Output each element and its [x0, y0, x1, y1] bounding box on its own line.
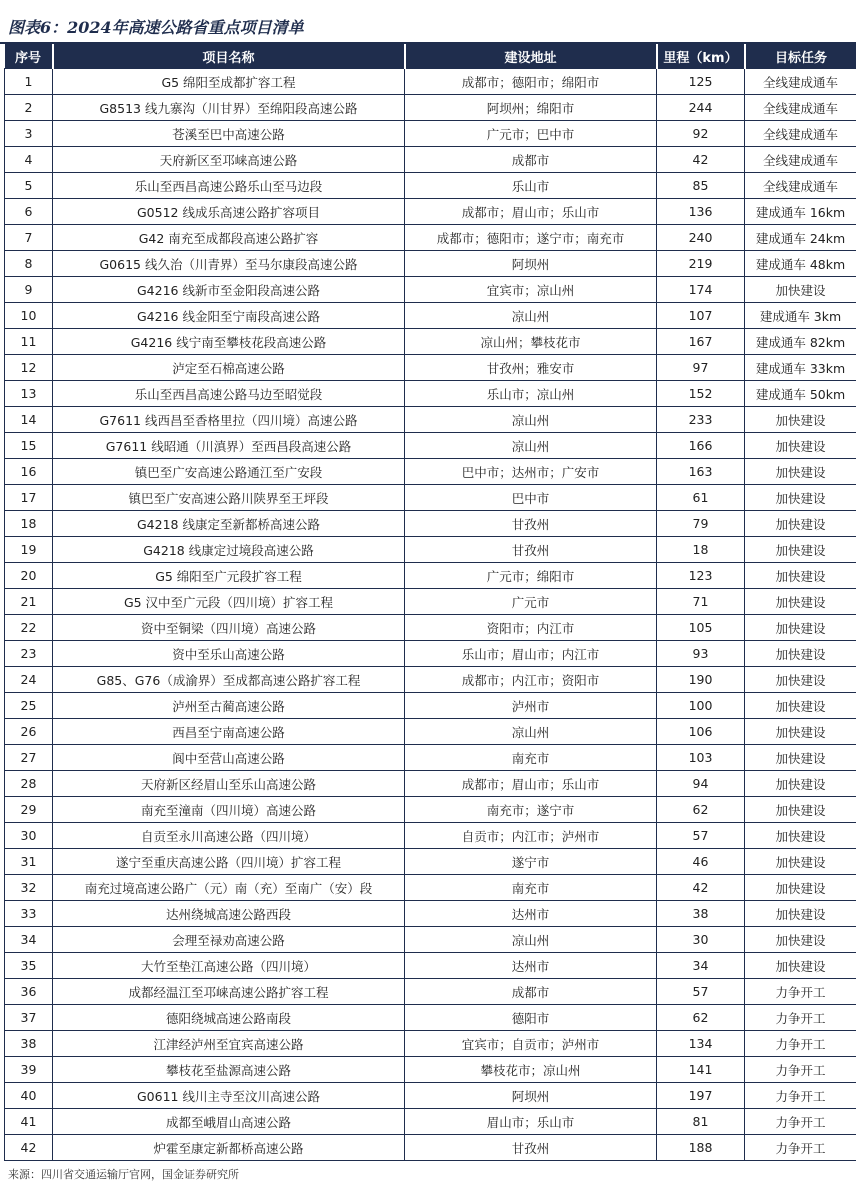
table-row	[5, 641, 856, 667]
cell-mileage: 174	[657, 277, 745, 303]
cell-index: 28	[5, 771, 53, 797]
cell-index: 20	[5, 563, 53, 589]
cell-index: 15	[5, 433, 53, 459]
table-row	[5, 1109, 856, 1135]
cell-location: 达州市	[405, 901, 657, 927]
cell-index: 22	[5, 615, 53, 641]
cell-location: 成都市	[405, 979, 657, 1005]
table-row	[5, 589, 856, 615]
table-row	[5, 979, 856, 1005]
cell-mileage: 106	[657, 719, 745, 745]
cell-project-name: 阆中至营山高速公路	[53, 745, 405, 771]
table-row	[5, 277, 856, 303]
cell-index: 29	[5, 797, 53, 823]
cell-project-name: G7611 线昭通（川滇界）至西昌段高速公路	[53, 433, 405, 459]
cell-index: 33	[5, 901, 53, 927]
cell-index: 23	[5, 641, 53, 667]
cell-target-task: 建成通车 33km	[745, 355, 856, 381]
cell-project-name: 乐山至西昌高速公路马边至昭觉段	[53, 381, 405, 407]
table-row	[5, 1031, 856, 1057]
cell-mileage: 219	[657, 251, 745, 277]
cell-location: 资阳市；内江市	[405, 615, 657, 641]
cell-location: 凉山州	[405, 303, 657, 329]
cell-index: 27	[5, 745, 53, 771]
cell-project-name: G4216 线金阳至宁南段高速公路	[53, 303, 405, 329]
table-row	[5, 251, 856, 277]
table-row	[5, 1083, 856, 1109]
cell-index: 37	[5, 1005, 53, 1031]
table-row	[5, 901, 856, 927]
cell-project-name: 成都经温江至邛崃高速公路扩容工程	[53, 979, 405, 1005]
cell-mileage: 233	[657, 407, 745, 433]
cell-index: 31	[5, 849, 53, 875]
table-row	[5, 355, 856, 381]
cell-index: 7	[5, 225, 53, 251]
cell-project-name: 南充至潼南（四川境）高速公路	[53, 797, 405, 823]
table-row	[5, 303, 856, 329]
table-row	[5, 147, 856, 173]
cell-project-name: 资中至铜梁（四川境）高速公路	[53, 615, 405, 641]
cell-mileage: 166	[657, 433, 745, 459]
cell-location: 凉山州	[405, 927, 657, 953]
cell-mileage: 136	[657, 199, 745, 225]
cell-target-task: 加快建设	[745, 875, 856, 901]
projects-table	[4, 44, 856, 1161]
cell-location: 成都市；内江市；资阳市	[405, 667, 657, 693]
cell-target-task: 全线建成通车	[745, 147, 856, 173]
table-row	[5, 875, 856, 901]
cell-project-name: 遂宁至重庆高速公路（四川境）扩容工程	[53, 849, 405, 875]
table-row	[5, 537, 856, 563]
cell-mileage: 92	[657, 121, 745, 147]
cell-location: 广元市；巴中市	[405, 121, 657, 147]
cell-index: 42	[5, 1135, 53, 1161]
cell-project-name: 西昌至宁南高速公路	[53, 719, 405, 745]
table-row	[5, 953, 856, 979]
cell-target-task: 力争开工	[745, 1031, 856, 1057]
table-row	[5, 173, 856, 199]
cell-location: 德阳市	[405, 1005, 657, 1031]
cell-index: 14	[5, 407, 53, 433]
cell-project-name: 攀枝花至盐源高速公路	[53, 1057, 405, 1083]
cell-mileage: 57	[657, 979, 745, 1005]
cell-project-name: G5 绵阳至成都扩容工程	[53, 69, 405, 95]
cell-mileage: 57	[657, 823, 745, 849]
cell-target-task: 力争开工	[745, 1083, 856, 1109]
table-row	[5, 459, 856, 485]
cell-location: 泸州市	[405, 693, 657, 719]
cell-project-name: G8513 线九寨沟（川甘界）至绵阳段高速公路	[53, 95, 405, 121]
cell-index: 5	[5, 173, 53, 199]
cell-target-task: 加快建设	[745, 485, 856, 511]
cell-project-name: 天府新区至邛崃高速公路	[53, 147, 405, 173]
cell-project-name: 泸定至石棉高速公路	[53, 355, 405, 381]
figure-title: 图表6：2024年高速公路省重点项目清单	[8, 18, 304, 37]
cell-target-task: 力争开工	[745, 1109, 856, 1135]
cell-mileage: 30	[657, 927, 745, 953]
table-row	[5, 199, 856, 225]
cell-target-task: 加快建设	[745, 823, 856, 849]
cell-index: 32	[5, 875, 53, 901]
cell-index: 36	[5, 979, 53, 1005]
cell-location: 成都市；眉山市；乐山市	[405, 199, 657, 225]
table-row	[5, 1135, 856, 1161]
cell-location: 南充市	[405, 745, 657, 771]
cell-target-task: 加快建设	[745, 797, 856, 823]
cell-target-task: 力争开工	[745, 979, 856, 1005]
cell-index: 16	[5, 459, 53, 485]
table-row	[5, 927, 856, 953]
cell-mileage: 103	[657, 745, 745, 771]
cell-target-task: 力争开工	[745, 1057, 856, 1083]
cell-mileage: 42	[657, 875, 745, 901]
table-row	[5, 485, 856, 511]
cell-location: 甘孜州；雅安市	[405, 355, 657, 381]
cell-project-name: 大竹至垫江高速公路（四川境）	[53, 953, 405, 979]
cell-target-task: 加快建设	[745, 849, 856, 875]
cell-mileage: 62	[657, 797, 745, 823]
cell-mileage: 188	[657, 1135, 745, 1161]
cell-mileage: 79	[657, 511, 745, 537]
cell-index: 26	[5, 719, 53, 745]
cell-location: 凉山州	[405, 433, 657, 459]
cell-target-task: 加快建设	[745, 953, 856, 979]
cell-index: 10	[5, 303, 53, 329]
cell-project-name: G85、G76（成渝界）至成都高速公路扩容工程	[53, 667, 405, 693]
cell-index: 1	[5, 69, 53, 95]
cell-mileage: 244	[657, 95, 745, 121]
cell-location: 凉山州	[405, 407, 657, 433]
cell-mileage: 62	[657, 1005, 745, 1031]
cell-project-name: 镇巴至广安高速公路川陕界至王坪段	[53, 485, 405, 511]
cell-location: 凉山州；攀枝花市	[405, 329, 657, 355]
cell-location: 乐山市；凉山州	[405, 381, 657, 407]
cell-target-task: 加快建设	[745, 615, 856, 641]
cell-project-name: 自贡至永川高速公路（四川境）	[53, 823, 405, 849]
cell-location: 乐山市；眉山市；内江市	[405, 641, 657, 667]
cell-project-name: G7611 线西昌至香格里拉（四川境）高速公路	[53, 407, 405, 433]
column-header-location: 建设地址	[405, 44, 657, 69]
cell-target-task: 加快建设	[745, 511, 856, 537]
cell-index: 41	[5, 1109, 53, 1135]
cell-index: 9	[5, 277, 53, 303]
cell-target-task: 加快建设	[745, 537, 856, 563]
cell-target-task: 全线建成通车	[745, 95, 856, 121]
cell-index: 38	[5, 1031, 53, 1057]
cell-index: 39	[5, 1057, 53, 1083]
cell-target-task: 建成通车 24km	[745, 225, 856, 251]
cell-project-name: G0611 线川主寺至汶川高速公路	[53, 1083, 405, 1109]
cell-project-name: G0512 线成乐高速公路扩容项目	[53, 199, 405, 225]
cell-mileage: 134	[657, 1031, 745, 1057]
cell-index: 35	[5, 953, 53, 979]
cell-index: 30	[5, 823, 53, 849]
cell-target-task: 加快建设	[745, 693, 856, 719]
cell-mileage: 141	[657, 1057, 745, 1083]
cell-target-task: 加快建设	[745, 667, 856, 693]
cell-mileage: 240	[657, 225, 745, 251]
cell-target-task: 加快建设	[745, 563, 856, 589]
cell-project-name: G5 汉中至广元段（四川境）扩容工程	[53, 589, 405, 615]
cell-target-task: 力争开工	[745, 1005, 856, 1031]
cell-index: 18	[5, 511, 53, 537]
table-header-row	[5, 44, 856, 69]
cell-index: 40	[5, 1083, 53, 1109]
cell-mileage: 38	[657, 901, 745, 927]
cell-index: 17	[5, 485, 53, 511]
cell-location: 南充市；遂宁市	[405, 797, 657, 823]
cell-target-task: 建成通车 50km	[745, 381, 856, 407]
cell-project-name: 镇巴至广安高速公路通江至广安段	[53, 459, 405, 485]
table-row	[5, 381, 856, 407]
cell-mileage: 61	[657, 485, 745, 511]
table-row	[5, 95, 856, 121]
column-header-mileage: 里程（km）	[657, 44, 745, 69]
cell-index: 2	[5, 95, 53, 121]
cell-location: 成都市；德阳市；绵阳市	[405, 69, 657, 95]
cell-location: 巴中市；达州市；广安市	[405, 459, 657, 485]
cell-project-name: 资中至乐山高速公路	[53, 641, 405, 667]
cell-target-task: 加快建设	[745, 771, 856, 797]
cell-target-task: 加快建设	[745, 459, 856, 485]
cell-mileage: 163	[657, 459, 745, 485]
cell-location: 乐山市	[405, 173, 657, 199]
cell-target-task: 加快建设	[745, 641, 856, 667]
table-row	[5, 615, 856, 641]
cell-index: 4	[5, 147, 53, 173]
cell-mileage: 167	[657, 329, 745, 355]
cell-index: 25	[5, 693, 53, 719]
table-row	[5, 69, 856, 95]
column-header-index: 序号	[5, 44, 53, 69]
cell-mileage: 97	[657, 355, 745, 381]
cell-target-task: 全线建成通车	[745, 69, 856, 95]
cell-index: 11	[5, 329, 53, 355]
cell-location: 宜宾市；自贡市；泸州市	[405, 1031, 657, 1057]
table-row	[5, 329, 856, 355]
cell-project-name: G4216 线宁南至攀枝花段高速公路	[53, 329, 405, 355]
cell-project-name: 苍溪至巴中高速公路	[53, 121, 405, 147]
cell-project-name: 炉霍至康定新都桥高速公路	[53, 1135, 405, 1161]
cell-location: 广元市；绵阳市	[405, 563, 657, 589]
cell-index: 24	[5, 667, 53, 693]
cell-target-task: 加快建设	[745, 407, 856, 433]
table-row	[5, 563, 856, 589]
cell-mileage: 123	[657, 563, 745, 589]
cell-target-task: 加快建设	[745, 277, 856, 303]
cell-location: 凉山州	[405, 719, 657, 745]
cell-project-name: G4216 线新市至金阳段高速公路	[53, 277, 405, 303]
table-row	[5, 719, 856, 745]
cell-index: 21	[5, 589, 53, 615]
table-row	[5, 407, 856, 433]
table-row	[5, 667, 856, 693]
cell-target-task: 建成通车 48km	[745, 251, 856, 277]
column-header-target-task: 目标任务	[745, 44, 856, 69]
cell-mileage: 94	[657, 771, 745, 797]
cell-mileage: 93	[657, 641, 745, 667]
cell-location: 甘孜州	[405, 1135, 657, 1161]
cell-target-task: 加快建设	[745, 927, 856, 953]
cell-project-name: G42 南充至成都段高速公路扩容	[53, 225, 405, 251]
cell-project-name: G0615 线久治（川青界）至马尔康段高速公路	[53, 251, 405, 277]
cell-location: 阿坝州；绵阳市	[405, 95, 657, 121]
cell-mileage: 85	[657, 173, 745, 199]
cell-project-name: G4218 线康定过境段高速公路	[53, 537, 405, 563]
cell-mileage: 152	[657, 381, 745, 407]
cell-project-name: G5 绵阳至广元段扩容工程	[53, 563, 405, 589]
table-row	[5, 511, 856, 537]
cell-mileage: 100	[657, 693, 745, 719]
cell-project-name: 成都至峨眉山高速公路	[53, 1109, 405, 1135]
cell-target-task: 建成通车 3km	[745, 303, 856, 329]
cell-mileage: 105	[657, 615, 745, 641]
cell-project-name: 泸州至古蔺高速公路	[53, 693, 405, 719]
table-row	[5, 1005, 856, 1031]
cell-target-task: 加快建设	[745, 433, 856, 459]
cell-mileage: 42	[657, 147, 745, 173]
cell-target-task: 力争开工	[745, 1135, 856, 1161]
cell-project-name: 德阳绕城高速公路南段	[53, 1005, 405, 1031]
table-row	[5, 823, 856, 849]
table-row	[5, 225, 856, 251]
cell-location: 宜宾市；凉山州	[405, 277, 657, 303]
cell-mileage: 71	[657, 589, 745, 615]
cell-location: 阿坝州	[405, 1083, 657, 1109]
table-row	[5, 745, 856, 771]
cell-project-name: 天府新区经眉山至乐山高速公路	[53, 771, 405, 797]
cell-target-task: 加快建设	[745, 901, 856, 927]
cell-location: 遂宁市	[405, 849, 657, 875]
cell-project-name: G4218 线康定至新都桥高速公路	[53, 511, 405, 537]
table-row	[5, 797, 856, 823]
cell-location: 自贡市；内江市；泸州市	[405, 823, 657, 849]
cell-location: 成都市；眉山市；乐山市	[405, 771, 657, 797]
cell-target-task: 加快建设	[745, 589, 856, 615]
cell-mileage: 107	[657, 303, 745, 329]
cell-mileage: 34	[657, 953, 745, 979]
cell-index: 6	[5, 199, 53, 225]
cell-project-name: 江津经泸州至宜宾高速公路	[53, 1031, 405, 1057]
table-body	[5, 69, 856, 1161]
cell-mileage: 190	[657, 667, 745, 693]
cell-project-name: 会理至禄劝高速公路	[53, 927, 405, 953]
table-row	[5, 849, 856, 875]
cell-location: 成都市	[405, 147, 657, 173]
cell-mileage: 81	[657, 1109, 745, 1135]
column-header-project-name: 项目名称	[53, 44, 405, 69]
table-row	[5, 121, 856, 147]
cell-project-name: 南充过境高速公路广（元）南（充）至南广（安）段	[53, 875, 405, 901]
cell-target-task: 加快建设	[745, 745, 856, 771]
cell-location: 眉山市；乐山市	[405, 1109, 657, 1135]
cell-index: 8	[5, 251, 53, 277]
cell-index: 12	[5, 355, 53, 381]
cell-index: 3	[5, 121, 53, 147]
cell-location: 南充市	[405, 875, 657, 901]
cell-mileage: 46	[657, 849, 745, 875]
cell-target-task: 全线建成通车	[745, 121, 856, 147]
cell-location: 阿坝州	[405, 251, 657, 277]
cell-location: 甘孜州	[405, 511, 657, 537]
cell-index: 34	[5, 927, 53, 953]
cell-project-name: 乐山至西昌高速公路乐山至马边段	[53, 173, 405, 199]
cell-location: 广元市	[405, 589, 657, 615]
cell-index: 13	[5, 381, 53, 407]
cell-target-task: 加快建设	[745, 719, 856, 745]
cell-target-task: 全线建成通车	[745, 173, 856, 199]
cell-location: 达州市	[405, 953, 657, 979]
table-row	[5, 771, 856, 797]
cell-location: 攀枝花市；凉山州	[405, 1057, 657, 1083]
cell-location: 甘孜州	[405, 537, 657, 563]
table-row	[5, 693, 856, 719]
cell-target-task: 建成通车 82km	[745, 329, 856, 355]
cell-project-name: 达州绕城高速公路西段	[53, 901, 405, 927]
cell-target-task: 建成通车 16km	[745, 199, 856, 225]
table-row	[5, 433, 856, 459]
cell-mileage: 18	[657, 537, 745, 563]
cell-location: 成都市；德阳市；遂宁市；南充市	[405, 225, 657, 251]
cell-location: 巴中市	[405, 485, 657, 511]
cell-mileage: 197	[657, 1083, 745, 1109]
cell-mileage: 125	[657, 69, 745, 95]
source-note: 来源：四川省交通运输厅官网，国金证券研究所	[8, 1168, 239, 1181]
table-row	[5, 1057, 856, 1083]
cell-index: 19	[5, 537, 53, 563]
